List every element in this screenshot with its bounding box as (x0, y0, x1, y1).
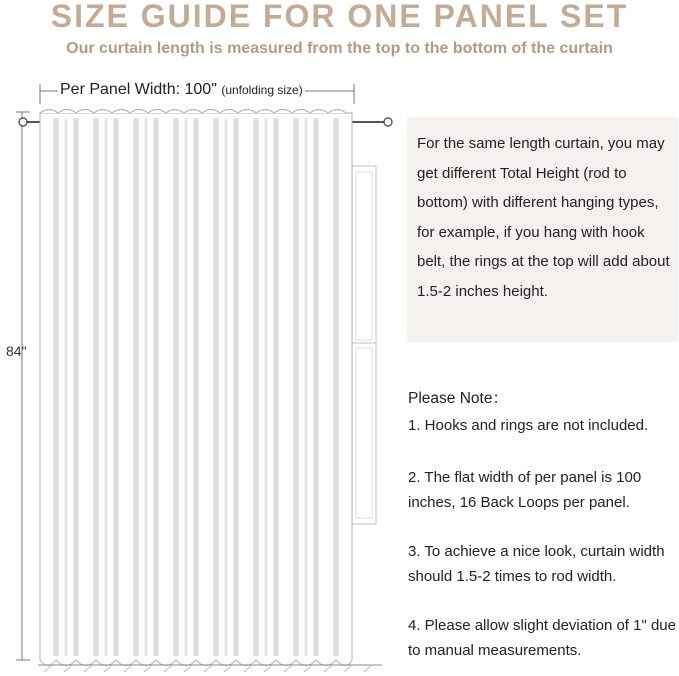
notes-title: Please Note： (408, 390, 508, 407)
note-item: 3. To achieve a nice look, curtain width should 1.5-2 times to rod width. (408, 543, 665, 585)
height-dimension-line (16, 112, 30, 660)
note-item: 1. Hooks and rings are not included. (408, 417, 649, 434)
page-subtitle: Our curtain length is measured from the top to the bottom of the curtain (66, 40, 613, 57)
curtain-diagram (0, 78, 400, 676)
panel-width-label (58, 81, 305, 99)
note-item: 2. The flat width of per panel is 100 inches, 16 Back Loops per panel. (408, 469, 642, 511)
info-box-text: For the same length curtain, you may get different Total Height (rod to bottom) with different hanging types, for example, if you hang with hook belt, the rings at the top will add about 1.5-2 inches height. (417, 135, 670, 300)
panel-height-label: 84" (6, 343, 27, 359)
note-item: 4. Please allow slight deviation of 1" due to manual measurements. (408, 617, 676, 659)
curtain-panel (40, 110, 352, 666)
page-title: SIZE GUIDE FOR ONE PANEL SET (50, 0, 629, 32)
panel-width-note: (unfolding size) (221, 83, 303, 97)
floor-line (38, 665, 382, 672)
window-frame (352, 166, 376, 524)
panel-width-value: Per Panel Width: 100" (60, 81, 217, 98)
